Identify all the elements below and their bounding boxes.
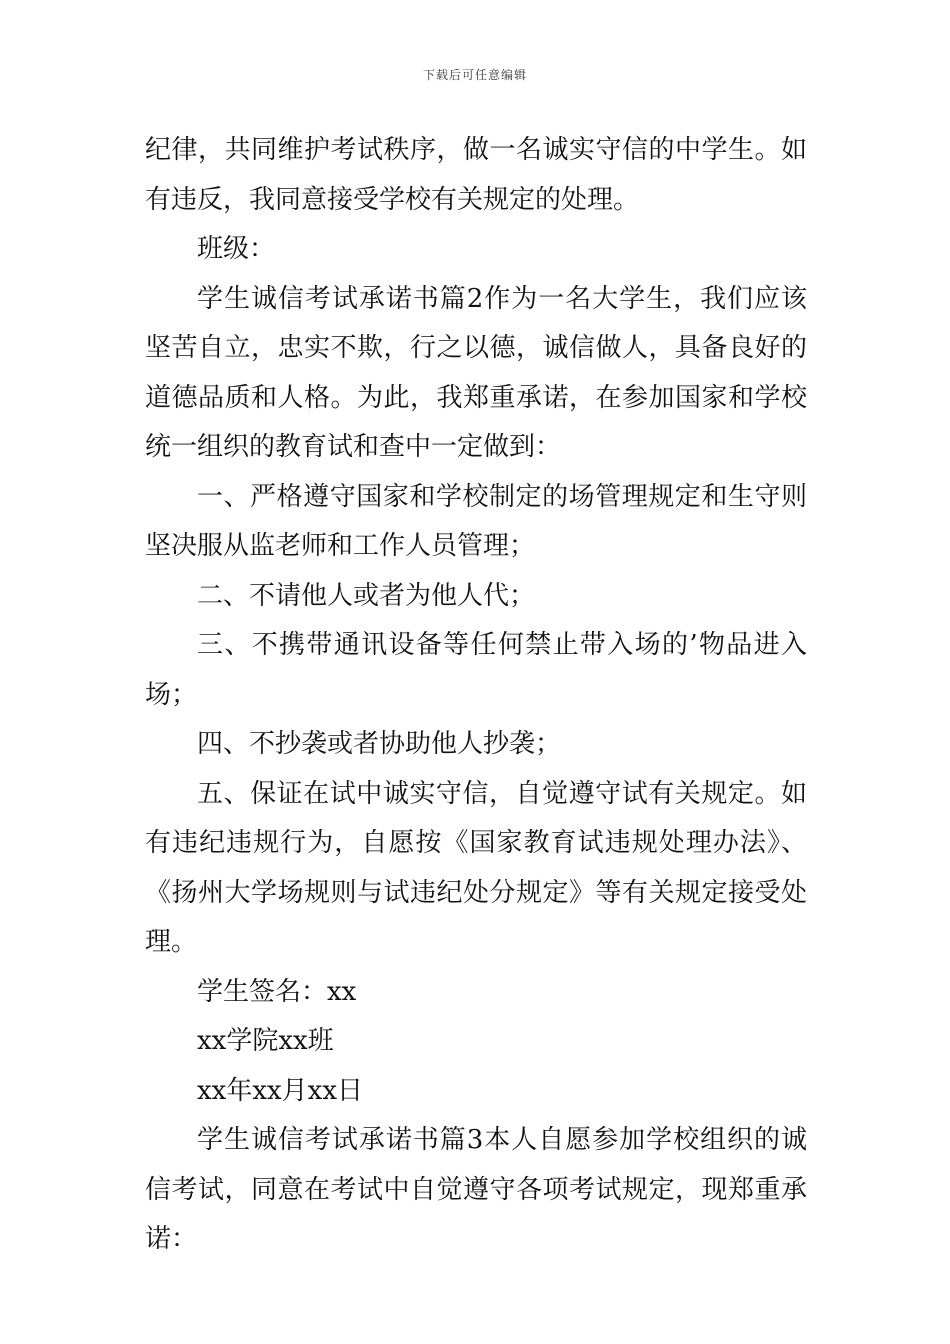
paragraph-item-1: 一、严格遵守国家和学校制定的场管理规定和生守则坚决服从监老师和工作人员管理； xyxy=(145,481,807,561)
paragraph-item-3: 三、不携带通讯设备等任何禁止带入场的’物品进入场； xyxy=(145,630,807,710)
paragraph-discipline-end: 纪律，共同维护考试秩序，做一名诚实守信的中学生。如有违反，我同意接受学校有关规定的处理。 xyxy=(145,135,807,215)
paragraph-class-label: 班级： xyxy=(197,234,276,264)
paragraph-date: xx年xx月xx日 xyxy=(197,1075,363,1106)
paragraph-pledge-3-intro: 学生诚信考试承诺书篇3本人自愿参加学校组织的诚信考试，同意在考试中自觉遵守各项考试规定，现郑重承诺： xyxy=(145,1125,807,1254)
paragraph-item-4: 四、不抄袭或者协助他人抄袭； xyxy=(197,729,562,759)
paragraph-item-5: 五、保证在试中诚实守信，自觉遵守试有关规定。如有违纪违规行为，自愿按《国家教育试违规处理办法》、《扬州大学场规则与试违纪处分规定》等有关规定接受处理。 xyxy=(145,778,807,957)
paragraph-pledge-2-intro: 学生诚信考试承诺书篇2作为一名大学生，我们应该坚苦自立，忠实不欺，行之以德，诚信做人，具备良好的道德品质和人格。为此，我郑重承诺，在参加国家和学校统一组织的教育试和查中一定做到： xyxy=(145,283,807,462)
document-body xyxy=(145,126,807,1265)
paragraph-item-2: 二、不请他人或者为他人代； xyxy=(197,580,536,611)
paragraph-student-signature: 学生签名：xx xyxy=(197,976,357,1007)
page-header-note: 下载后可任意编辑 xyxy=(422,68,527,82)
paragraph-college-class: xx学院xx班 xyxy=(197,1026,334,1056)
